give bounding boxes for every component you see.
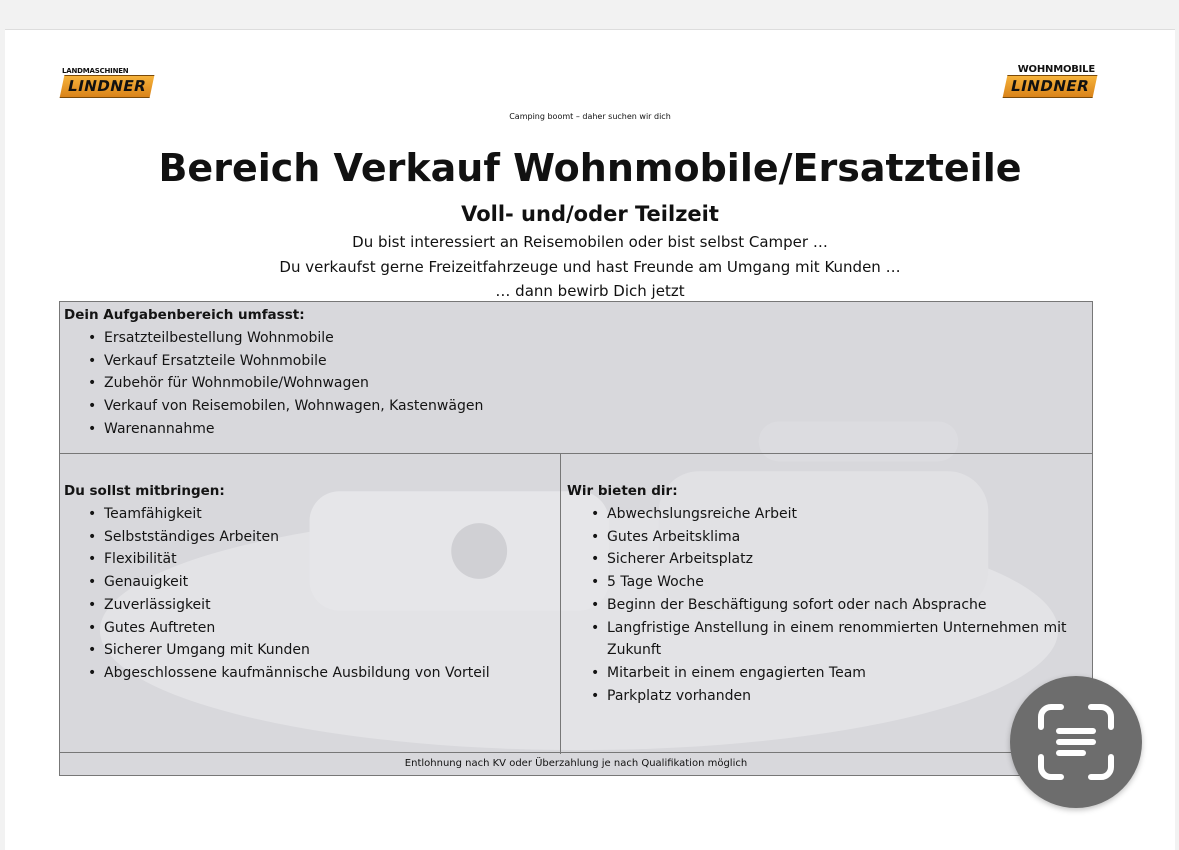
list-item: • Sicherer Umgang mit Kunden: [104, 639, 490, 662]
list-item: • Gutes Auftreten: [104, 617, 490, 640]
list-item: • Zubehör für Wohnmobile/Wohnwagen: [104, 372, 483, 395]
tagline: Camping boomt – daher suchen wir dich: [509, 112, 671, 121]
list-item: • Beginn der Beschäftigung sofort oder nach Absprache: [607, 594, 1087, 617]
requirements-section: [64, 483, 490, 685]
wohnmobile-lindner-logo: [1005, 64, 1095, 98]
logo-right-badge: LINDNER: [1003, 75, 1098, 98]
list-item: • Flexibilität: [104, 548, 490, 571]
divider: [60, 453, 1092, 454]
tasks-section: [64, 307, 483, 441]
list-item: • Warenannahme: [104, 418, 483, 441]
benefits-heading: Wir bieten dir:: [567, 483, 678, 499]
list-item: • Teamfähigkeit: [104, 503, 490, 526]
list-item: • Sicherer Arbeitsplatz: [607, 548, 1087, 571]
text-scan-button[interactable]: [1010, 676, 1142, 808]
divider: [560, 453, 561, 754]
benefits-section: [567, 483, 1087, 707]
intro-line: … dann bewirb Dich jetzt: [495, 282, 685, 300]
list-item: • Ersatzteilbestellung Wohnmobile: [104, 327, 483, 350]
requirements-heading: Du sollst mitbringen:: [64, 483, 225, 499]
requirements-list: [64, 503, 490, 685]
salary-note: Entlohnung nach KV oder Überzahlung je nach Qualifikation möglich: [60, 752, 1092, 775]
list-item: • Abgeschlossene kaufmännische Ausbildung von Vorteil: [104, 662, 490, 685]
benefits-list: [567, 503, 1087, 707]
text-scan-icon: [1037, 703, 1115, 781]
intro-line: Du bist interessiert an Reisemobilen oder bist selbst Camper …: [352, 233, 828, 251]
tasks-list: [64, 327, 483, 441]
list-item: • Abwechslungsreiche Arbeit: [607, 503, 1087, 526]
logo-left-badge: LINDNER: [60, 75, 155, 98]
job-details-table: [59, 301, 1093, 776]
document-page: [5, 29, 1175, 850]
list-item: • Parkplatz vorhanden: [607, 685, 1087, 708]
page-title: Bereich Verkauf Wohnmobile/Ersatzteile: [158, 146, 1022, 190]
list-item: • Mitarbeit in einem engagierten Team: [607, 662, 1087, 685]
logo-left-caption: LANDMASCHINEN: [62, 67, 129, 75]
list-item: • Zuverlässigkeit: [104, 594, 490, 617]
tasks-heading: Dein Aufgabenbereich umfasst:: [64, 307, 305, 323]
intro-line: Du verkaufst gerne Freizeitfahrzeuge und hast Freunde am Umgang mit Kunden …: [279, 258, 901, 276]
list-item: • Verkauf Ersatzteile Wohnmobile: [104, 350, 483, 373]
page-subtitle: Voll- und/oder Teilzeit: [461, 202, 719, 226]
list-item: • 5 Tage Woche: [607, 571, 1087, 594]
landmaschinen-lindner-logo: [62, 67, 152, 98]
list-item: • Genauigkeit: [104, 571, 490, 594]
logo-right-caption: WOHNMOBILE: [1017, 64, 1095, 75]
list-item: • Langfristige Anstellung in einem renommierten Unternehmen mit Zukunft: [607, 617, 1087, 662]
list-item: • Gutes Arbeitsklima: [607, 526, 1087, 549]
list-item: • Selbstständiges Arbeiten: [104, 526, 490, 549]
list-item: • Verkauf von Reisemobilen, Wohnwagen, Kastenwägen: [104, 395, 483, 418]
